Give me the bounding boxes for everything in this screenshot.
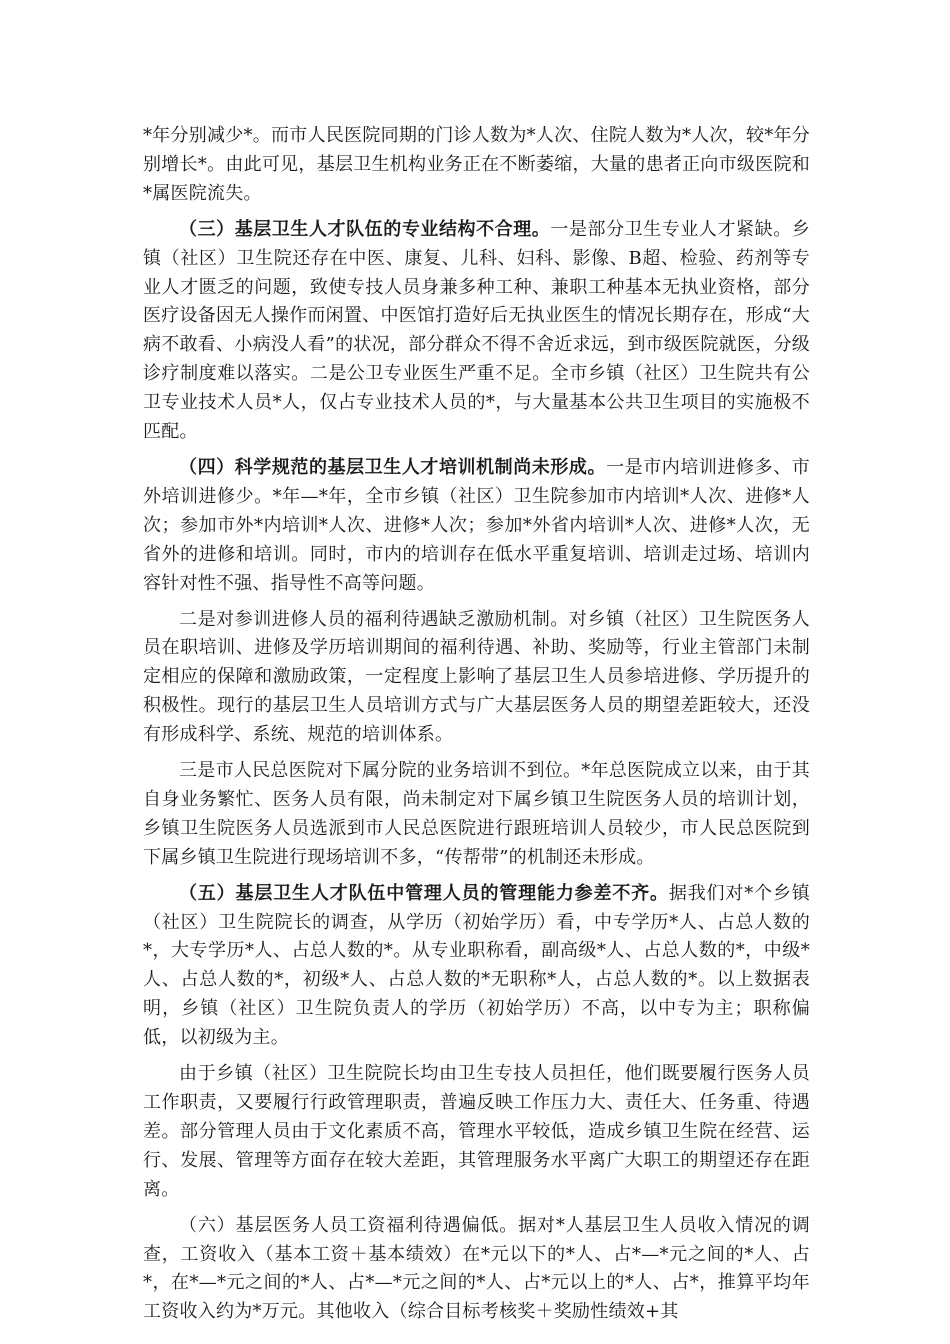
paragraph-section-5	[143, 880, 810, 1053]
paragraph-text: 一是市内培训进修多、市外培训进修少。*年—*年，全市乡镇（社区）卫生院参加市内培训*人次、进修*人次；参加市外*内培训*人次、进修*人次；参加*外省内培训*人次、进修*人次，无省外的进修和培训。同时，市内的培训存在低水平重复培训、培训走过场、培训内容针对性不强、指导性不高等问题。	[143, 456, 811, 594]
paragraph-text: 一是部分卫生专业人才紧缺。乡镇（社区）卫生院还存在中医、康复、儿科、妇科、影像、B超、检验、药剂等专业人才匮乏的问题，致使专技人员身兼多种工种、兼职工种基本无执业资格，部分医疗设备因无人操作而闲置、中医馆打造好后无执业医生的情况长期存在，形成“大病不敢看、小病没人看”的状况，部分群众不得不舍近求远，到市级医院就医，分级诊疗制度难以落实。二是公卫专业医生严重不足。全市乡镇（社区）卫生院共有公卫专业技术人员*人，仅占专业技术人员的*，与大量基本公共卫生项目的实施极不匹配。	[143, 218, 811, 443]
paragraph-text: 二是对参训进修人员的福利待遇缺乏激励机制。对乡镇（社区）卫生院医务人员在职培训、进修及学历培训期间的福利待遇、补助、奖励等，行业主管部门未制定相应的保障和激励政策，一定程度上影响了基层卫生人员参培进修、学历提升的积极性。现行的基层卫生人员培训方式与广大基层医务人员的期望差距较大，还没有形成科学、系统、规范的培训体系。	[143, 608, 810, 746]
paragraph-management	[143, 1060, 810, 1205]
paragraph-section-4	[143, 454, 810, 599]
paragraph-text: *年分别减少*。而市人民医院同期的门诊人数为*人次、住院人数为*人次，较*年分别增长*。由此可见，基层卫生机构业务正在不断萎缩，大量的患者正向市级医院和*属医院流失。	[143, 125, 810, 204]
section-heading: （四）科学规范的基层卫生人才培训机制尚未形成。	[179, 456, 607, 478]
document-body	[143, 122, 810, 1334]
paragraph-training-incentive	[143, 606, 810, 751]
paragraph-text: 由于乡镇（社区）卫生院院长均由卫生专技人员担任，他们既要履行医务人员工作职责，又要履行行政管理职责，普遍反映工作压力大、责任大、任务重、待遇差。部分管理人员由于文化素质不高，管理水平较低，造成乡镇卫生院在经营、运行、发展、管理等方面存在较大差距，其管理服务水平离广大职工的期望还存在距离。	[143, 1063, 810, 1200]
paragraph-text: 三是市人民总医院对下属分院的业务培训不到位。*年总医院成立以来，由于其自身业务繁忙、医务人员有限，尚未制定对下属乡镇卫生院医务人员的培训计划，乡镇卫生院医务人员选派到市人民总医院进行跟班培训人员较少，市人民总医院到下属乡镇卫生院进行现场培训不多，“传帮带”的机制还未形成。	[143, 760, 810, 868]
paragraph-text: （六）基层医务人员工资福利待遇偏低。据对*人基层卫生人员收入情况的调查，工资收入（基本工资＋基本绩效）在*元以下的*人、占*—*元之间的*人、占*，在*—*元之间的*人、占*—*元之间的*人、占*元以上的*人、占*，推算平均年工资收入约为*万元。其他收入（综合目标考核奖＋奖励性绩效+其	[143, 1214, 810, 1323]
paragraph-continuation	[143, 122, 810, 209]
paragraph-section-3	[143, 216, 810, 447]
paragraph-text: 据我们对*个乡镇（社区）卫生院院长的调查，从学历（初始学历）看，中专学历*人、占总人数的*，大专学历*人、占总人数的*。从专业职称看，副高级*人、占总人数的*，中级*人、占总人数的*，初级*人、占总人数的*无职称*人，占总人数的*。以上数据表明，乡镇（社区）卫生院负责人的学历（初始学历）不高，以中专为主；职称偏低，以初级为主。	[143, 882, 811, 1049]
paragraph-training-hospital	[143, 757, 810, 873]
section-heading: （三）基层卫生人才队伍的专业结构不合理。	[179, 218, 551, 240]
paragraph-section-6	[143, 1212, 810, 1328]
section-heading: （五）基层卫生人才队伍中管理人员的管理能力参差不齐。	[179, 882, 669, 904]
